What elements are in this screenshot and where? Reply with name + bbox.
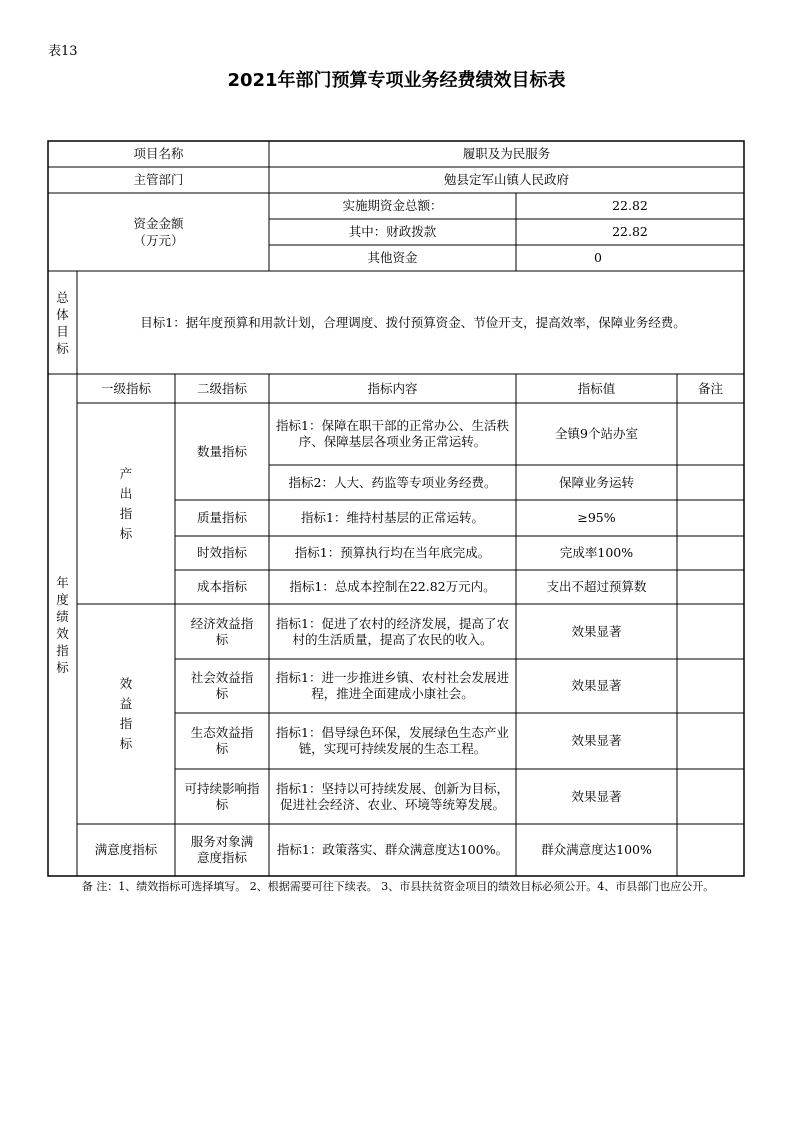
footnote: 备 注：1、绩效指标可选择填写。 2、根据需要可往下续表。 3、市县扶贫资金项目的绩效目标必须公开。4、市县部门也应公开。 [81,880,715,893]
department-label: 主管部门 [133,172,184,187]
row-content: 指标1：预算执行均在当年底完成。 [294,545,491,560]
row-content: 指标1：总成本控制在22.82万元内。 [289,579,496,594]
project-name-value: 履职及为民服务 [462,146,551,161]
row-content: 指标1：倡导绿色环保，发展绿色生态产业链，实现可持续发展的生态工程。 [276,725,509,756]
col-level2-header: 二级指标 [196,380,247,396]
satisfaction-indicator-label: 满意度指标 [94,842,158,857]
level2-social: 社会效益指标 [190,670,254,701]
funds-unit: （万元） [133,233,184,248]
annual-indicator-label: 年度绩效指标 [56,575,69,675]
row-content: 指标1：维持村基层的正常运转。 [301,510,484,525]
total-funds-label: 实施期资金总额： [342,198,443,213]
row-value: 支出不超过预算数 [546,579,647,594]
row-value: 效果显著 [571,733,622,748]
level2-economic: 经济效益指标 [190,615,254,647]
row-value: 全镇9个站办室 [555,426,638,441]
row-content: 指标2：人大、药监等专项业务经费。 [288,474,497,490]
row-value: 效果显著 [571,678,622,693]
col-note-header: 备注 [697,380,723,396]
level2-satisfaction: 服务对象满意度指标 [190,834,254,865]
level2-quality: 质量指标 [196,510,247,525]
row-content: 指标1：促进了农村的经济发展，提高了农村的生活质量，提高了农民的收入。 [276,615,509,647]
other-funds-label: 其他资金 [367,250,418,265]
row-value: 群众满意度达100% [541,842,652,857]
funds-label: 资金金额 [133,216,184,231]
annual-indicator-label-cell [48,374,77,876]
page-title: 2021年部门预算专项业务经费绩效目标表 [227,70,566,91]
benefit-indicator-label: 效益指标 [119,676,133,751]
benefit-indicator-cell [77,604,175,824]
table-number: 表13 [48,44,78,59]
level2-quantity: 数量指标 [196,443,247,459]
level2-ecological: 生态效益指标 [190,725,254,756]
row-value: ≥95% [577,510,616,525]
total-funds-value: 22.82 [612,198,648,213]
row-value: 效果显著 [571,788,622,804]
output-indicator-cell [77,403,175,604]
overall-goal-label-cell [48,271,77,374]
overall-goal-text: 目标1：据年度预算和用款计划，合理调度、拨付预算资金、节俭开支，提高效率，保障业务经费。 [140,314,686,330]
other-funds-value: 0 [594,250,602,265]
output-indicator-label: 产出指标 [119,465,133,541]
row-content: 指标1：进一步推进乡镇、农村社会发展进程，推进全面建成小康社会。 [276,670,509,701]
col-content-header: 指标内容 [367,380,418,396]
fiscal-funds-label: 其中：财政拨款 [348,224,437,239]
project-name-label: 项目名称 [133,146,184,161]
row-content: 指标1：保障在职干部的正常办公、生活秩序、保障基层各项业务正常运转。 [276,418,509,449]
fiscal-funds-value: 22.82 [612,224,648,239]
row-value: 效果显著 [571,623,622,639]
level2-timeliness: 时效指标 [196,545,247,560]
col-value-header: 指标值 [577,380,616,396]
level2-sustainable: 可持续影响指标 [184,780,260,812]
department-value: 勉县定军山镇人民政府 [443,172,569,187]
overall-goal-label: 总体目标 [56,289,69,356]
row-content: 指标1：政策落实、群众满意度达100%。 [276,842,509,857]
row-value: 保障业务运转 [558,474,634,490]
level2-cost: 成本指标 [196,579,247,594]
col-level1-header: 一级指标 [100,380,151,396]
row-content: 指标1：坚持以可持续发展、创新为目标，促进社会经济、农业、环境等统筹发展。 [276,780,509,812]
row-value: 完成率100% [559,545,634,560]
